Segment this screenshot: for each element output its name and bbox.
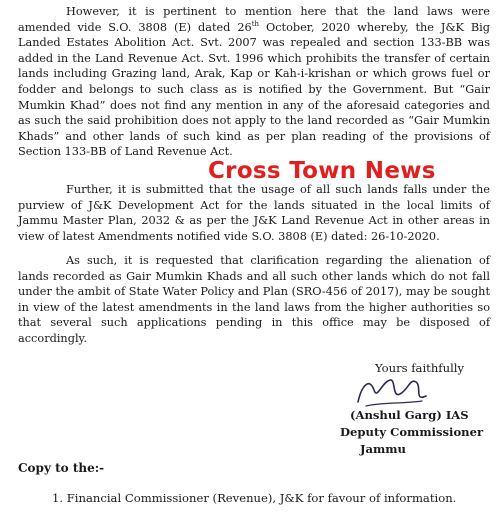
watermark-text: Cross Town News [208, 158, 436, 184]
paragraph-clarification-request: As such, it is requested that clarification regarding the alienation of lands recorded as Gair Mumkin Khads and all such other lands which do not fall under the ambit of State Water Policy and Plan (SRO-456 of 2017), may be sought in view of the latest amendments in the land laws from the higher authorities so that several such applications pending in this office may be disposed of accordingly. [18, 254, 490, 345]
copy-to-heading: Copy to the:- [18, 461, 105, 475]
paragraph-development-act: Further, it is submitted that the usage of all such lands falls under the purview of J&K Development Act for the lands situated in the local limits of Jammu Master Plan, 2032 & as per the J&K Land Revenue Act in other areas in view of latest Amendments notified vide S.O. 3808 (E) dated: 26-10-2020. [18, 183, 490, 243]
ordinal-suffix: th [251, 19, 260, 28]
signatory-designation: Deputy Commissioner [340, 425, 484, 439]
paragraph-1-text: However, it is pertinent to mention here that the land laws were amended vide S.O. 3808 (E) dated 26 [18, 5, 490, 34]
closing-salutation: Yours faithfully [375, 361, 465, 375]
paragraph-1-text-cont: October, 2020 whereby, the J&K Big Landed Estates Abolition Act. Svt. 2007 was repealed and section 133-BB was added in the Land Revenue Act. Svt. 1996 which prohibits the transfer of certain lands including Grazing land, Arak, Kap or Kah-i-krishan or which grows fuel or fodder and belongs to such class as is notified by the Government. But “Gair Mumkin Khad” does not find any mention in any of the aforesaid categories and as such the said prohibition does not apply to the land recorded as “Gair Mumkin Khads” and other lands of such kind as per plan reading of the provisions of Section 133-BB of Land Revenue Act. [18, 20, 490, 159]
paragraph-land-laws-amendment [18, 4, 490, 160]
copy-to-item: 1. Financial Commissioner (Revenue), J&K for favour of information. [52, 491, 457, 505]
handwritten-signature [352, 372, 432, 412]
signatory-name: (Anshul Garg) IAS [350, 408, 469, 422]
signatory-place: Jammu [360, 442, 406, 456]
